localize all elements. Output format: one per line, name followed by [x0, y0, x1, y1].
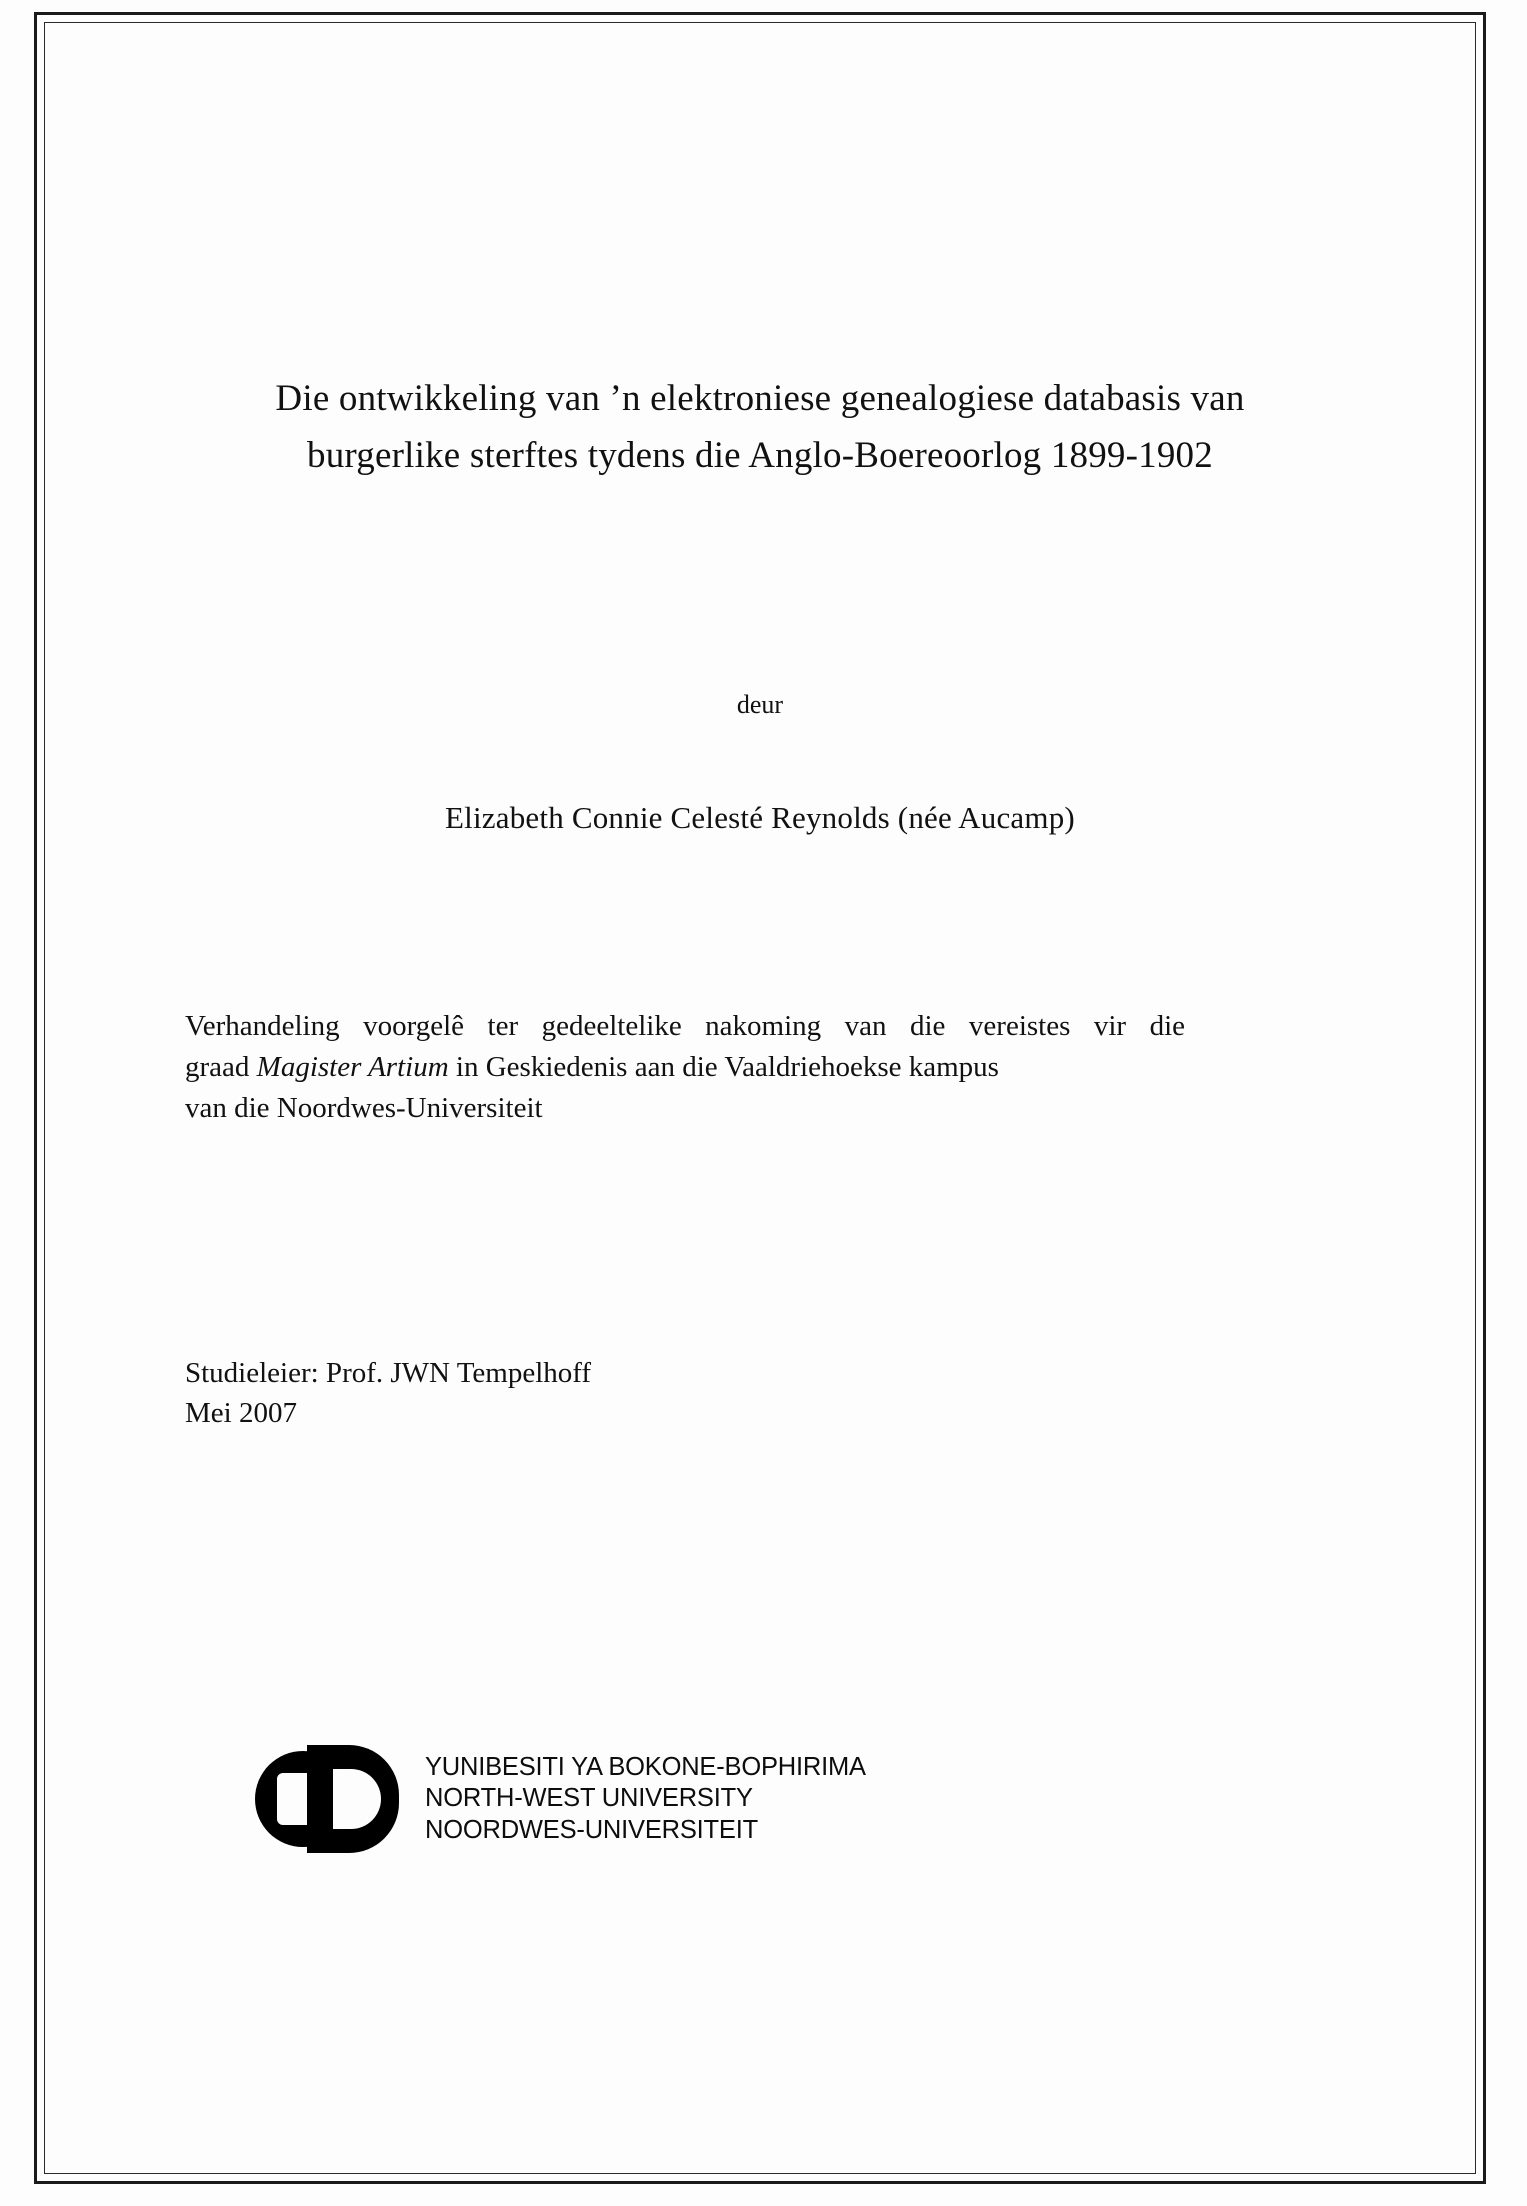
statement-line-1: Verhandeling voorgelê ter gedeeltelike nakoming van die vereistes vir die [185, 1009, 1185, 1042]
logo-text-line-2: NORTH-WEST UNIVERSITY [425, 1784, 753, 1813]
title-line-1: Die ontwikkeling van ’n elektroniese genealogiese databasis van [275, 378, 1245, 419]
degree-name: Magister Artium [256, 1050, 449, 1083]
author-name: Elizabeth Connie Celesté Reynolds (née Aucamp) [445, 799, 1075, 835]
logo-text-line-1: YUNIBESITI YA BOKONE-BOPHIRIMA [425, 1753, 866, 1782]
logo-text-line-3: NOORDWES-UNIVERSITEIT [425, 1815, 758, 1844]
statement-line-2-prefix: graad [185, 1050, 257, 1083]
date-line: Mei 2007 [185, 1396, 297, 1429]
statement-line-3: van die Noordwes-Universiteit [185, 1092, 543, 1125]
title-line-2: burgerlike sterftes tydens die Anglo-Boereoorlog 1899-1902 [307, 435, 1213, 477]
supervisor-block [185, 1354, 1335, 1433]
university-logo [255, 1745, 866, 1853]
university-logo-text [425, 1752, 866, 1845]
statement-line-2 [185, 1047, 1185, 1088]
by-label: deur [736, 689, 784, 719]
degree-statement [185, 1006, 1185, 1130]
statement-line-2-suffix: in Geskiedenis aan die Vaaldriehoekse kampus [448, 1050, 999, 1083]
page-title [185, 370, 1335, 485]
nwu-logo-icon [255, 1745, 415, 1853]
supervisor-line: Studieleier: Prof. JWN Tempelhoff [185, 1357, 592, 1390]
